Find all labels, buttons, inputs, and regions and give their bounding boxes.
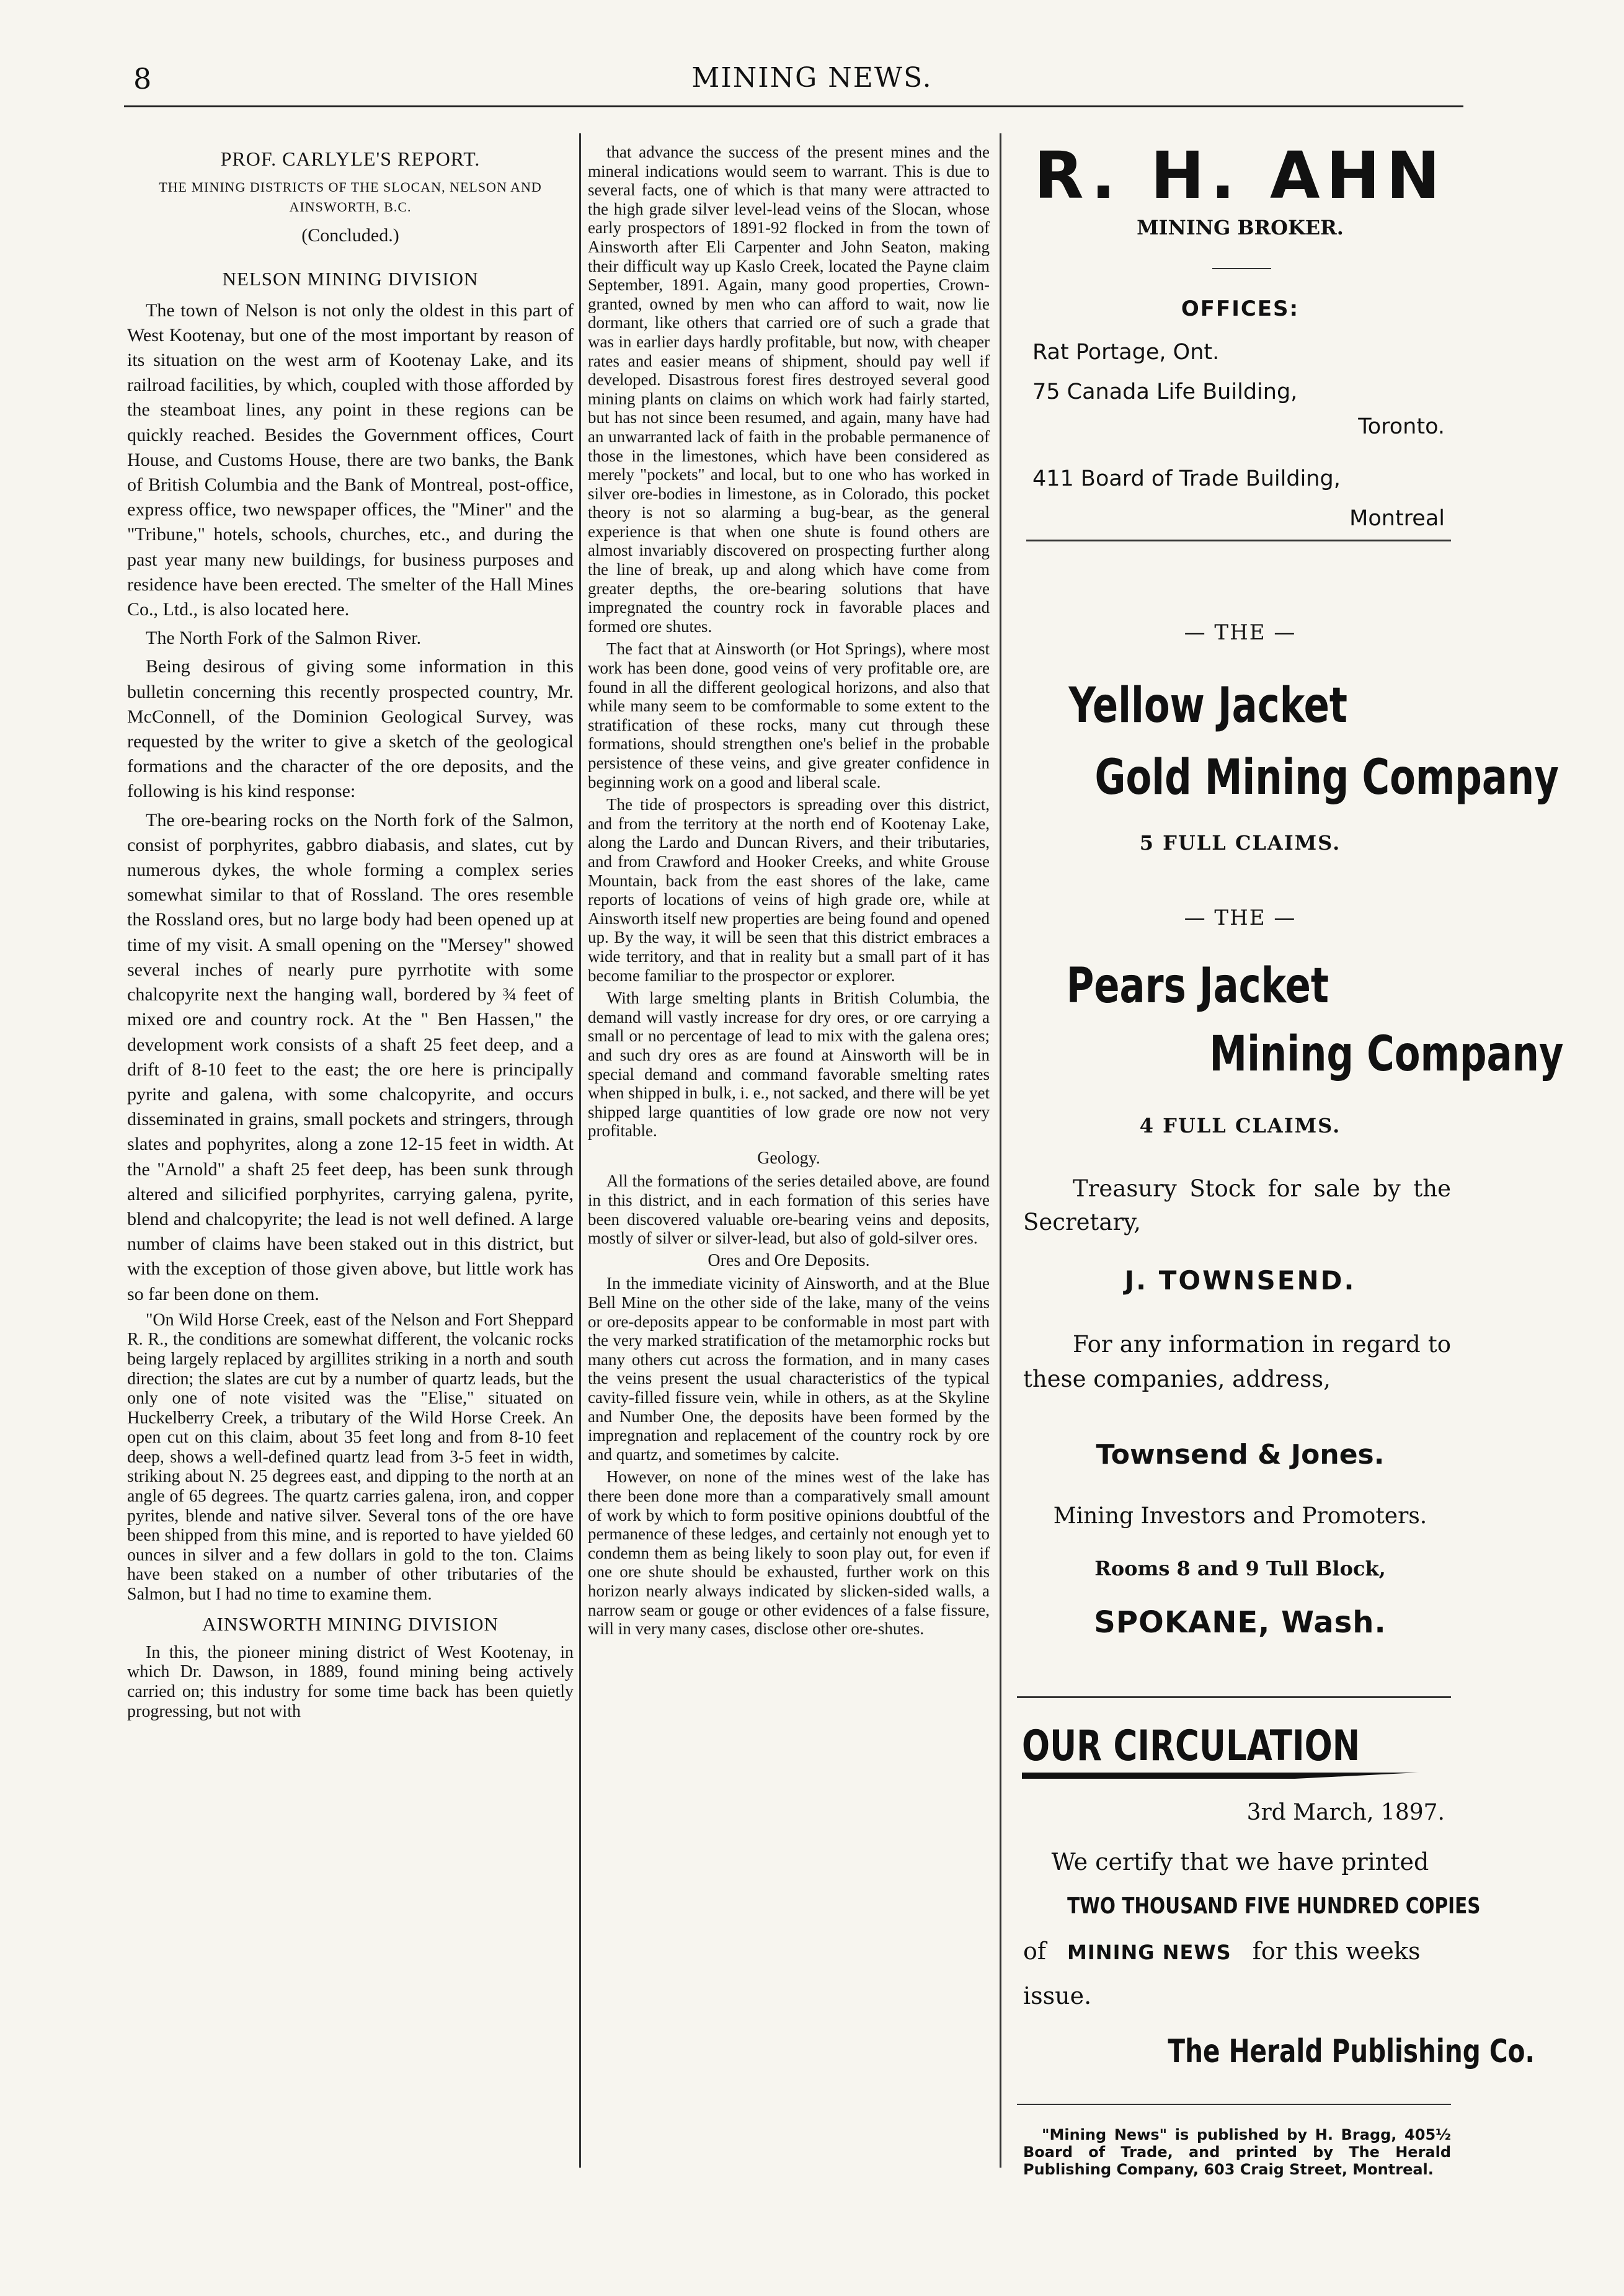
concluded-note: (Concluded.) xyxy=(301,225,399,246)
secretary-name: J. TOWNSEND. xyxy=(1124,1265,1356,1296)
paragraph: The North Fork of the Salmon River. xyxy=(146,628,422,649)
yellow-jacket-line-2: Gold Mining Company xyxy=(1094,750,1559,806)
ahn-role: MINING BROKER. xyxy=(1137,216,1344,239)
ahn-address-3: Toronto. xyxy=(1358,414,1445,439)
ahn-name: R. H. AHN xyxy=(1034,138,1447,213)
circulation-certify: We certify that we have printed xyxy=(1051,1848,1429,1876)
city: SPOKANE, Wash. xyxy=(1094,1605,1387,1640)
geology-heading: Geology. xyxy=(757,1148,820,1168)
nelson-heading: NELSON MINING DIVISION xyxy=(222,268,479,290)
rooms-address: Rooms 8 and 9 Tull Block, xyxy=(1094,1557,1386,1580)
paragraph: In this, the pioneer mining district of West Kootenay, in which Dr. Dawson, in 1889, found mining being actively carried on; this industry for some time back has been quietly progressing, but not with xyxy=(127,1642,574,1721)
ad-rule xyxy=(1017,2104,1451,2105)
paragraph: The fact that at Ainsworth (or Hot Springs), where most work has been done, good veins of very profitable ore, are found in all the different geological horizons, and also that while many seem to be comformable to some extent to the stratification of these rocks, many cut through these formations, should strengthen one's belief in the probable persistence of these veins, and give greater confidence in beginning work on a good and liberal scale. xyxy=(588,639,990,791)
pears-jacket-line-1: Pears Jacket xyxy=(1066,958,1329,1014)
pears-jacket-line-2: Mining Company xyxy=(1209,1026,1564,1082)
yellow-jacket-claims: 5 FULL CLAIMS. xyxy=(1139,831,1341,855)
article-subtitle: THE MINING DISTRICTS OF THE SLOCAN, NELSON AND AINSWORTH, B.C. xyxy=(159,179,542,215)
circulation-issue: issue. xyxy=(1023,1982,1092,2009)
ahn-offices-label: OFFICES: xyxy=(1181,296,1300,321)
paragraph: However, on none of the mines west of the lake has there been done more than a comparatively small amount of work by which to form positive opinions doubtful of the permanence of these ledges, and certainly not enough yet to condemn them as being likely to soon play out, for even if one ore shute should be exhausted, further work on this horizon nearly always indicated by slicken-sided walls, a narrow seam or gouge or other evidences of a false fissure, will in very many cases, disclose other ore-shutes. xyxy=(588,1467,990,1639)
column-rule-2 xyxy=(1000,133,1001,2168)
ores-heading: Ores and Ore Deposits. xyxy=(708,1250,870,1270)
column-2 xyxy=(588,143,990,1642)
circulation-copies: TWO THOUSAND FIVE HUNDRED COPIES xyxy=(1067,1893,1481,1919)
ahn-divider xyxy=(1212,268,1271,269)
paragraph: The town of Nelson is not only the oldest in this part of West Kootenay, but one of the most important by reason of its situation on the west arm of Kootenay Lake, and its railroad facilities, by which, coupled with those afforded by the steamboat lines, any point in these regions can be quickly reached. Besides the Government offices, Court House, and Customs House, there are two banks, the Bank of British Columbia and the Bank of Montreal, post-office, express office, two newspaper offices, the "Miner" and the "Tribune," hotels, schools, churches, etc., and during the past year many new buildings, for business purposes and residence have been erected. The smelter of the Hall Mines Co., Ltd., is also located here. xyxy=(127,300,574,620)
paragraph: "On Wild Horse Creek, east of the Nelson and Fort Sheppard R. R., the conditions are somewhat different, the volcanic rocks being largely replaced by argillites striking in a north and south direction; the slates are cut by a number of quartz leads, but the only one of note visited was the "Elise," situated on Huckelberry Creek, a tributary of the Wild Horse Creek. An open cut on this claim, about 35 feet long and from 8-10 feet deep, shows a well-defined quartz lead from 3-5 feet in width, striking about N. 25 degrees east, and dipping to the north at an angle of 65 degrees. The quartz carries galena, iron, and copper pyrites, blende and native silver. Several tons of the ore have been shipped from this mine, and is reported to have yielded 60 ounces in silver and a few dollars in gold to the ton. Claims have been staked on a number of other tributaries of the Salmon, but I had no time to examine them. xyxy=(127,1310,574,1604)
info-text: For any information in regard to these companies, address, xyxy=(1023,1331,1451,1392)
weeks-text: for this weeks xyxy=(1252,1938,1421,1965)
yellow-jacket-line-1: Yellow Jacket xyxy=(1068,678,1347,734)
heading-underline xyxy=(1022,1773,1419,1779)
paragraph: In the immediate vicinity of Ainsworth, and at the Blue Bell Mine on the other side of the lake, many of the veins or ore-deposits appear to be conformable in most part with the very marked stratification of the metamorphic rocks but many others cut across the formation, and in many cases the veins present the usual characteristics of the typical cavity-filled fissure vein, while in others, as at the Skyline and Number One, the deposits have been formed by the impregnation and replacement of the country rock by ore and quartz, and sometimes by calcite. xyxy=(588,1274,990,1464)
pears-jacket-claims: 4 FULL CLAIMS. xyxy=(1139,1114,1341,1137)
running-title: MINING NEWS. xyxy=(691,62,933,94)
publisher-note: "Mining News" is published by H. Bragg, 405½ Board of Trade, and printed by The Herald Publishing Company, 603 Craig Street, Montreal. xyxy=(1023,2126,1451,2178)
paper-name: MINING NEWS xyxy=(1067,1941,1231,1964)
ahn-address-4: 411 Board of Trade Building, xyxy=(1032,466,1341,491)
ahn-address-2: 75 Canada Life Building, xyxy=(1032,380,1298,404)
page-number: 8 xyxy=(133,62,152,96)
paragraph: All the formations of the series detailed above, are found in this district, and in each formation of this series have been discovered valuable ore-bearing veins and deposits, mostly of silver or silver-lead, but also of gold-silver ores. xyxy=(588,1172,990,1248)
the-label-1: — THE — xyxy=(1184,620,1297,645)
of-word: of xyxy=(1023,1938,1046,1965)
circulation-line xyxy=(1023,1938,1451,1966)
ad-rule xyxy=(1026,540,1451,541)
circulation-heading: OUR CIRCULATION xyxy=(1022,1722,1360,1771)
paragraph: With large smelting plants in British Columbia, the demand will vastly increase for dry ores, or ore carrying a small or no percentage of lead to mix with the galena ores; and such dry ores as are found at Ainsworth will be in special demand and command favorable smelting rates when shipped in bulk, i. e., not sacked, and there will be yet shipped large quantities of low grade ore now not very profitable. xyxy=(588,989,990,1141)
paragraph: Being desirous of giving some information in this bulletin concerning this recently prospected country, Mr. McConnell, of the Dominion Geological Survey, was requested by the writer to give a sketch of the geological formations and the character of the ore deposits, and the following is his kind response: xyxy=(127,656,574,802)
firm-description: Mining Investors and Promoters. xyxy=(1053,1503,1427,1529)
paragraph: that advance the success of the present mines and the mineral indications would seem to warrant. This is due to several facts, one of which is that many were attracted to the high grade silver level-lead veins of the Slocan, whose early prospectors of 1891-92 flocked in from the town of Ainsworth after Eli Carpenter and John Seaton, making their difficult way up Kaslo Creek, located the Payne claim September, 1891. Again, many good properties, Crown-granted, owned by men who can afford to wait, now lie dormant, like others that carried ore of such a grade that was in earlier days hardly profitable, but now, with cheaper rates and easier means of shipment, should pay well if developed. Disastrous forest fires destroyed several good mining plants on claims on which work had fairly started, but has not since been resumed, and again, many have had an unwarranted lack of faith in the probable permanence of those in the limestones, which have been considered as merely "pockets" and local, but to one who has worked in silver ore-bodies in limestone, as in Colorado, this pocket theory is not so alarming a bug-bear, as the general experience is that when one shute is found others are almost invariably discovered on prospecting further along the line of break, up and along which have come from greater depths, the ore-bearing solutions that have impregnated the country rock in favorable places and formed ore shutes. xyxy=(588,143,990,636)
publisher-name: The Herald Publishing Co. xyxy=(1168,2033,1535,2070)
ahn-address-1: Rat Portage, Ont. xyxy=(1032,340,1220,365)
circulation-date: 3rd March, 1897. xyxy=(1246,1800,1445,1825)
ainsworth-heading: AINSWORTH MINING DIVISION xyxy=(202,1613,499,1635)
article-title: PROF. CARLYLE'S REPORT. xyxy=(220,148,481,170)
paragraph: The ore-bearing rocks on the North fork of the Salmon, consist of porphyrites, gabbro diabasis, and slates, cut by numerous dykes, the whole forming a complex series somewhat similar to that of Rossland. The ores resemble the Rossland ores, but no large body had been opened up at time of my visit. A small opening on the "Mersey" showed several inches of nearly pure pyrrhotite with some chalcopyrite next the hanging wall, bordered by ¾ feet of mixed ore and country rock. At the " Ben Hassen," the development work consists of a shaft 25 feet deep, and a drift of 8-10 feet to the east; the ore here is principally pyrite and galena, with some chalcopyrite, and occurs disseminated in grains, small pockets and stringers, through slates and pophyrites, along a zone 12-15 feet in width. At the "Arnold" a shaft 25 feet deep, has been sunk through altered and silicified porphyrites, carrying galena, pyrite, blend and chalcopyrite; the lead is not well defined. A large number of claims have been staked out in this district, but with the exception of those given above, but little work has so far been done on them. xyxy=(127,809,574,1304)
firm-name: Townsend & Jones. xyxy=(1096,1439,1385,1471)
header-rule xyxy=(124,105,1463,107)
treasury-text: Treasury Stock for sale by the Secretary, xyxy=(1023,1175,1451,1235)
column-1 xyxy=(127,143,574,1725)
ahn-address-5: Montreal xyxy=(1349,506,1445,531)
paragraph: The tide of prospectors is spreading over this district, and from the territory at the north end of Kootenay Lake, along the Lardo and Duncan Rivers, and their tributaries, and from Crawford and Hooker Creeks, and white Grouse Mountain, back from the east shores of the lake, came reports of locations of veins of high grade ore, while at Ainsworth itself new properties are being found and opened up. By the way, it will be seen that this district embraces a wide territory, and that in reality but a small part of it has become familiar to the prospector or explorer. xyxy=(588,795,990,985)
the-label-2: — THE — xyxy=(1184,905,1297,930)
ad-rule xyxy=(1017,1696,1451,1698)
column-rule-1 xyxy=(579,133,581,2168)
